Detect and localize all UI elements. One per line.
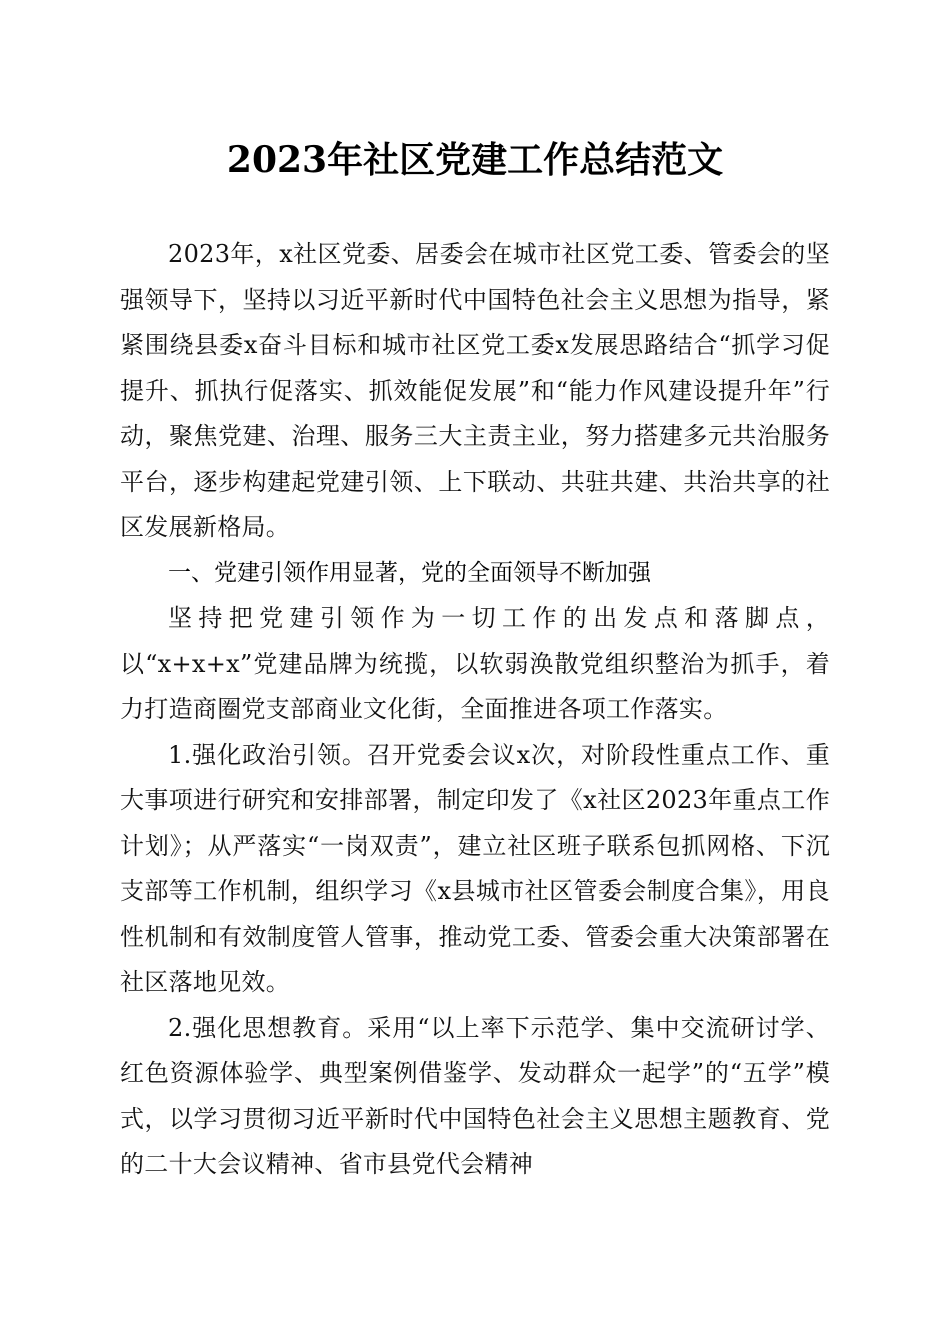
section-1-intro-paragraph: 以“x+x+x”党建品牌为统揽，以软弱涣散党组织整治为抓手，着力打造商圈党支部商业文化街，全面推进各项工作落实。 xyxy=(120,649,830,723)
intro-paragraph: 2023年，x社区党委、居委会在城市社区党工委、管委会的坚强领导下，坚持以习近平新时代中国特色社会主义思想为指导，紧紧围绕县委x奋斗目标和城市社区党工委x发展思路结合“抓学习促提升、抓执行促落实、抓效能促发展”和“能力作风建设提升年”行动，聚焦党建、治理、服务三大主责主业，努力搭建多元共治服务平台，逐步构建起党建引领、上下联动、共驻共建、共治共享的社区发展新格局。 xyxy=(120,240,830,541)
item-2-paragraph: 2.强化思想教育。采用“以上率下示范学、集中交流研讨学、红色资源体验学、典型案例借鉴学、发动群众一起学”的“五学”模式，以学习贯彻习近平新时代中国特色社会主义思想主题教育、党的二十大会议精神、省市县党代会精神 xyxy=(120,1013,830,1178)
document-title: 2023年社区党建工作总结范文 xyxy=(226,139,724,181)
section-1-intro-first-line: 坚持把党建引领作为一切工作的出发点和落脚点， xyxy=(168,604,830,632)
section-1-heading: 一、党建引领作用显著，党的全面领导不断加强 xyxy=(168,559,651,586)
item-1-paragraph: 1.强化政治引领。召开党委会议x次，对阶段性重点工作、重大事项进行研究和安排部署，制定印发了《x社区2023年重点工作计划》；从严落实“一岗双责”，建立社区班子联系包抓网格、下沉支部等工作机制，组织学习《x县城市社区管委会制度合集》，用良性机制和有效制度管人管事，推动党工委、管委会重大决策部署在社区落地见效。 xyxy=(120,740,830,996)
document-body xyxy=(120,232,830,1188)
